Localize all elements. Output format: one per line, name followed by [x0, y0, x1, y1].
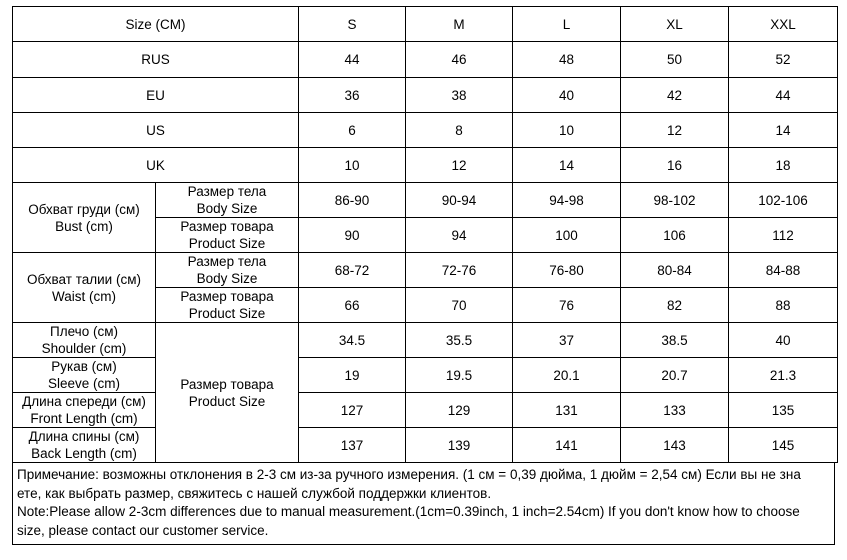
table-cell: 133	[621, 393, 729, 428]
back-length-label: Длина спины (см) Back Length (cm)	[13, 428, 156, 463]
note-en-line-2: size, please contact our customer service.	[17, 522, 269, 538]
table-cell: 143	[621, 428, 729, 463]
table-cell: 10	[513, 113, 621, 148]
header-label: Size (CM)	[13, 7, 299, 42]
table-cell: 76-80	[513, 253, 621, 288]
table-cell: 131	[513, 393, 621, 428]
table-cell: 84-88	[729, 253, 838, 288]
table-cell: 100	[513, 218, 621, 253]
table-cell: 40	[513, 78, 621, 113]
table-cell: 46	[406, 42, 513, 78]
table-cell: 44	[299, 42, 406, 78]
table-row	[13, 393, 838, 428]
table-cell: 127	[299, 393, 406, 428]
table-cell: 76	[513, 288, 621, 323]
table-cell: 8	[406, 113, 513, 148]
table-cell: 139	[406, 428, 513, 463]
table-cell: 145	[729, 428, 838, 463]
table-row	[13, 183, 838, 218]
measurement-note	[12, 463, 835, 545]
size-chart	[12, 6, 837, 545]
table-cell: 16	[621, 148, 729, 183]
bust-label-en: Bust (cm)	[55, 218, 113, 234]
size-l-header: L	[513, 7, 621, 42]
table-cell: 52	[729, 42, 838, 78]
waist-product-size-label: Размер товара Product Size	[156, 288, 299, 323]
product-size-block-label: Размер товара Product Size	[156, 323, 299, 463]
table-cell: 38	[406, 78, 513, 113]
row-label-rus: RUS	[13, 42, 299, 78]
table-cell: 70	[406, 288, 513, 323]
table-cell: 48	[513, 42, 621, 78]
table-cell: 19	[299, 358, 406, 393]
waist-body-size-label: Размер тела Body Size	[156, 253, 299, 288]
sleeve-label: Рукав (см) Sleeve (cm)	[13, 358, 156, 393]
table-cell: 34.5	[299, 323, 406, 358]
table-cell: 6	[299, 113, 406, 148]
row-label-eu: EU	[13, 78, 299, 113]
table-cell: 106	[621, 218, 729, 253]
size-s-header: S	[299, 7, 406, 42]
waist-label-en: Waist (cm)	[52, 288, 116, 304]
table-row	[13, 78, 838, 113]
table-row	[13, 253, 838, 288]
bust-label-ru: Обхват груди (см)	[28, 201, 140, 217]
table-cell: 141	[513, 428, 621, 463]
table-cell: 12	[406, 148, 513, 183]
table-cell: 80-84	[621, 253, 729, 288]
table-cell: 112	[729, 218, 838, 253]
table-cell: 82	[621, 288, 729, 323]
table-cell: 19.5	[406, 358, 513, 393]
size-xxl-header: XXL	[729, 7, 838, 42]
table-cell: 37	[513, 323, 621, 358]
note-en-line-1: Note:Please allow 2-3cm differences due to manual measurement.(1cm=0.39inch, 1 inch=2.54cm) If you don't know how to choose	[17, 504, 800, 519]
size-xl-header: XL	[621, 7, 729, 42]
table-row	[13, 323, 838, 358]
size-m-header: M	[406, 7, 513, 42]
bust-body-size-label: Размер тела Body Size	[156, 183, 299, 218]
table-row	[13, 148, 838, 183]
table-cell: 66	[299, 288, 406, 323]
table-cell: 21.3	[729, 358, 838, 393]
table-cell: 38.5	[621, 323, 729, 358]
table-cell: 12	[621, 113, 729, 148]
bust-label	[13, 183, 156, 253]
table-cell: 86-90	[299, 183, 406, 218]
table-cell: 98-102	[621, 183, 729, 218]
size-table	[12, 6, 838, 463]
table-cell: 94-98	[513, 183, 621, 218]
table-cell: 14	[729, 113, 838, 148]
front-length-label: Длина спереди (см) Front Length (cm)	[13, 393, 156, 428]
row-label-us: US	[13, 113, 299, 148]
table-cell: 42	[621, 78, 729, 113]
table-row	[13, 113, 838, 148]
note-ru-line-1: Примечание: возможны отклонения в 2-3 см из-за ручного измерения. (1 см = 0,39 дюйма, 1 дюйм = 2,54 см) Если вы не зна	[17, 467, 801, 482]
waist-label-ru: Обхват талии (см)	[27, 271, 141, 287]
table-cell: 135	[729, 393, 838, 428]
table-cell: 68-72	[299, 253, 406, 288]
table-cell: 20.7	[621, 358, 729, 393]
table-cell: 50	[621, 42, 729, 78]
table-cell: 36	[299, 78, 406, 113]
table-cell: 72-76	[406, 253, 513, 288]
table-cell: 40	[729, 323, 838, 358]
table-row	[13, 428, 838, 463]
table-cell: 18	[729, 148, 838, 183]
table-cell: 129	[406, 393, 513, 428]
note-ru-line-2: ете, как выбрать размер, свяжитесь с нашей службой поддержки клиентов.	[17, 485, 492, 501]
table-row	[13, 358, 838, 393]
table-cell: 10	[299, 148, 406, 183]
table-cell: 102-106	[729, 183, 838, 218]
table-cell: 88	[729, 288, 838, 323]
table-row	[13, 42, 838, 78]
shoulder-label: Плечо (см) Shoulder (cm)	[13, 323, 156, 358]
table-cell: 20.1	[513, 358, 621, 393]
row-label-uk: UK	[13, 148, 299, 183]
table-cell: 90-94	[406, 183, 513, 218]
table-cell: 94	[406, 218, 513, 253]
bust-product-size-label: Размер товара Product Size	[156, 218, 299, 253]
table-cell: 90	[299, 218, 406, 253]
table-cell: 44	[729, 78, 838, 113]
table-cell: 137	[299, 428, 406, 463]
waist-label	[13, 253, 156, 323]
table-cell: 35.5	[406, 323, 513, 358]
table-cell: 14	[513, 148, 621, 183]
header-row	[13, 7, 838, 42]
